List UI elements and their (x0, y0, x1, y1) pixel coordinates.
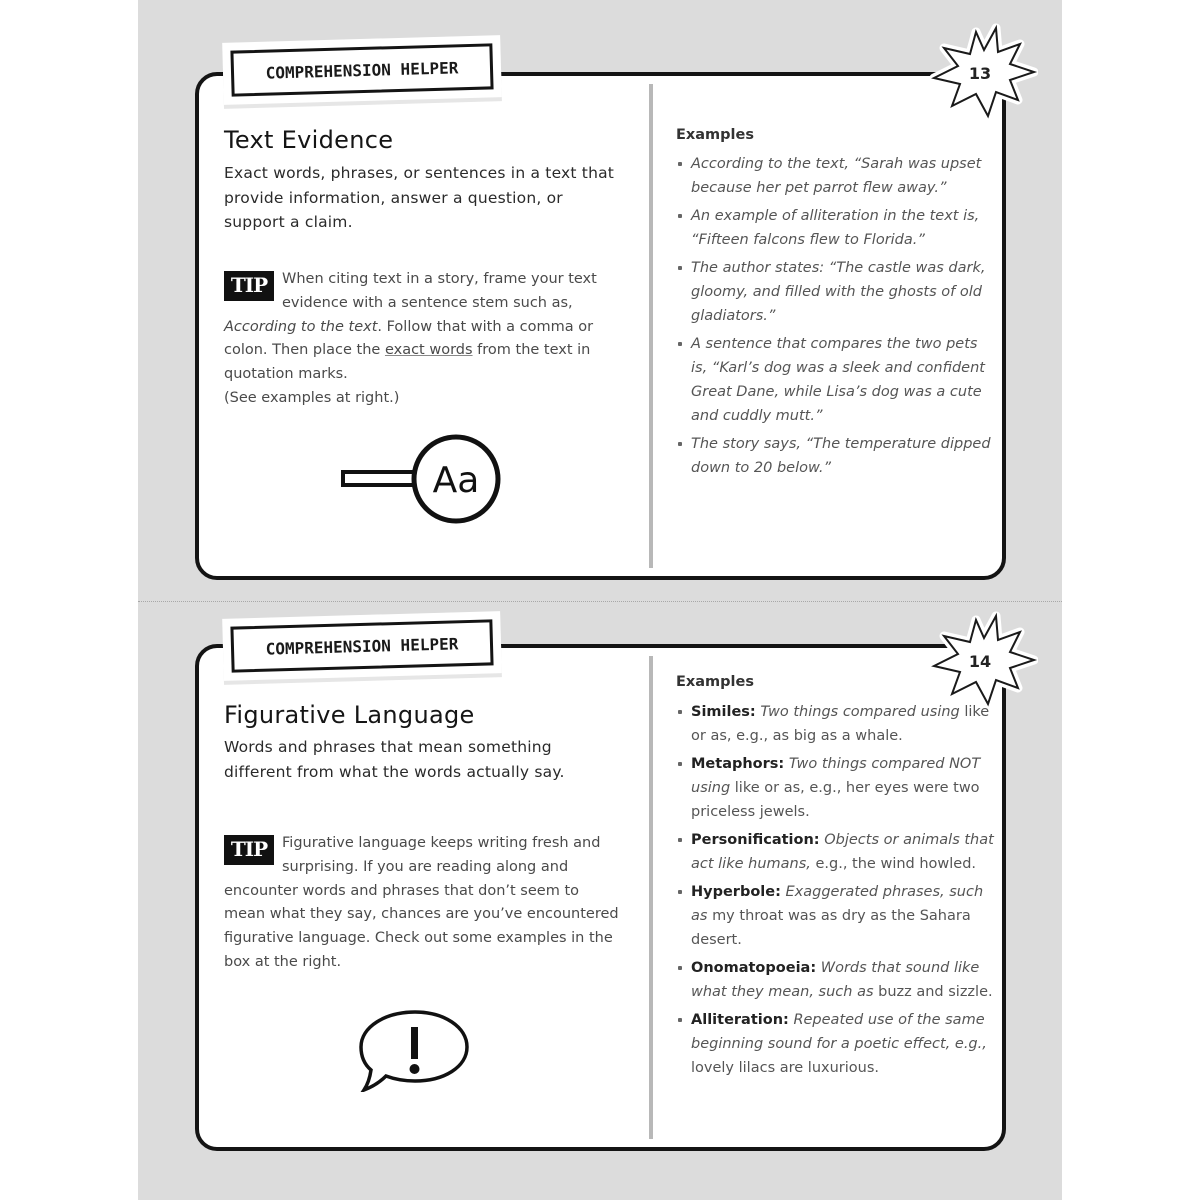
example-term: Onomatopoeia: (691, 960, 817, 976)
tip-block (224, 832, 619, 975)
column-divider (649, 656, 653, 1139)
card-title: Text Evidence (224, 126, 394, 154)
card-number: 13 (968, 63, 992, 83)
list-item: An example of alliteration in the text is, “Fifteen falcons flew to Florida.” (676, 204, 996, 252)
card-definition: Exact words, phrases, or sentences in a text that provide information, answer a question, or support a claim. (224, 164, 615, 231)
list-item: Alliteration: Repeated use of the same beginning sound for a poetic effect, e.g., lovely lilacs are luxurious. (676, 1008, 996, 1080)
icon-label: Aa (432, 460, 480, 501)
examples-list (676, 152, 996, 484)
example-term: Metaphors: (691, 756, 785, 772)
magnifying-glass-icon (340, 432, 505, 536)
examples-heading: Examples (676, 127, 754, 143)
examples-heading: Examples (676, 674, 754, 690)
list-item: Metaphors: Two things compared NOT using like or as, e.g., her eyes were two priceless jewels. (676, 752, 996, 824)
list-item: Similes: Two things compared using like or as, e.g., as big as a whale. (676, 700, 996, 748)
card-number: 14 (968, 651, 992, 671)
tip-text-italic: According to the text (224, 318, 378, 335)
card-number-badge (922, 22, 1038, 122)
examples-list (676, 700, 996, 1084)
tip-text-underlined: exact words (384, 342, 473, 359)
list-item: The author states: “The castle was dark, gloomy, and filled with the ghosts of old gladiators.” (676, 256, 996, 328)
card-definition: Words and phrases that mean something different from what the words actually say. (224, 738, 565, 781)
card-title: Figurative Language (224, 701, 475, 729)
comprehension-helper-tag: COMPREHENSION HELPER (230, 43, 493, 96)
example-term: Hyperbole: (691, 884, 781, 900)
comprehension-helper-tag: COMPREHENSION HELPER (230, 619, 493, 672)
list-item: Onomatopoeia: Words that sound like what they mean, such as buzz and sizzle. (676, 956, 996, 1004)
tip-text: . Follow that with a comma or colon. Then place the (224, 318, 594, 359)
list-item: The story says, “The temperature dipped down to 20 below.” (676, 432, 996, 480)
tip-note: (See examples at right.) (224, 389, 400, 406)
tip-text: from the text in quotation marks. (224, 342, 591, 383)
list-item: A sentence that compares the two pets is, “Karl’s dog was a sleek and confident Great Dane, while Lisa’s dog was a cute and cuddly mutt.” (676, 332, 996, 428)
tip-text: Figurative language keeps writing fresh and surprising. If you are reading along and encounter words and phrases that don’t seem to mean what they say, chances are you’ve encountered figurative language. Check out some examples in the box at the right. (224, 835, 619, 970)
example-term: Similes: (691, 704, 756, 720)
cut-line-divider (138, 601, 1062, 602)
tip-badge: TIP (224, 271, 274, 301)
tip-badge: TIP (224, 835, 274, 865)
example-term: Alliteration: (691, 1012, 789, 1028)
tip-block (224, 268, 619, 411)
list-item: Personification: Objects or animals that act like humans, e.g., the wind howled. (676, 828, 996, 876)
card-number-badge (922, 610, 1038, 710)
list-item: Hyperbole: Exaggerated phrases, such as my throat was as dry as the Sahara desert. (676, 880, 996, 952)
list-item: According to the text, “Sarah was upset because her pet parrot flew away.” (676, 152, 996, 200)
tip-text: When citing text in a story, frame your text evidence with a sentence stem such as, (282, 271, 597, 311)
column-divider (649, 84, 653, 568)
example-term: Personification: (691, 832, 820, 848)
speech-bubble-exclamation-icon (356, 1008, 474, 1096)
